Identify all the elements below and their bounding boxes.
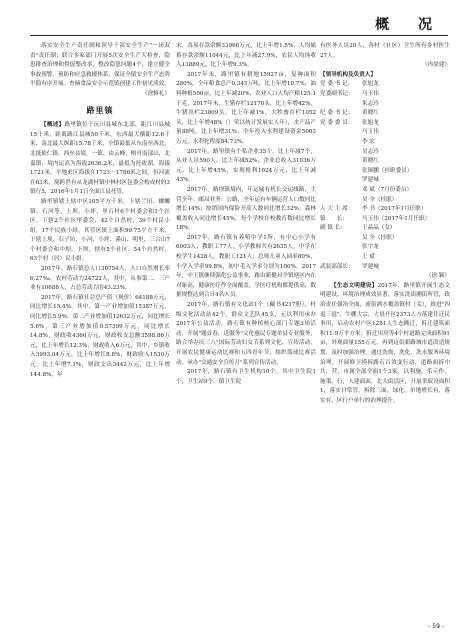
roster-role: [320, 100, 362, 110]
paragraph: 2017年，路石镇总人口30754人，人口自然增长率6.27‰，农村劳动力24722人，其中，从事第二、三产业有10688人，占总劳动力的43.23%。: [30, 266, 170, 292]
roster-role: [320, 186, 362, 196]
subsection-heading: 【生态文明建设】: [331, 282, 378, 289]
roster-role: [320, 176, 362, 186]
author-signature: （冉晏建）: [422, 62, 450, 69]
roster-row: [320, 138, 450, 148]
roster-role: 党 委 书 记：: [320, 81, 354, 88]
roster-role: [320, 167, 362, 177]
roster-name: 马玉伟: [362, 90, 379, 97]
author-signature: （徐修礼）: [142, 90, 170, 97]
roster-row: [320, 205, 450, 215]
roster-name: 李 书（2017年1月任职）: [362, 206, 427, 213]
roster-name: 罗建城: [362, 177, 379, 184]
roster-role: 党委副书记：: [320, 90, 354, 97]
roster-role: [320, 157, 362, 167]
roster-name: 吴 全（挂职）: [362, 234, 398, 241]
roster-row: [320, 176, 450, 186]
roster-name: 邓 斌（7月份委员）: [362, 186, 413, 193]
town-title: 路里镇: [86, 105, 114, 115]
roster-row: [320, 80, 450, 90]
paragraph: 2017年，路里镇有个私企业35个，比上年减7个，从业人员590人，比上年减52%，企业总收入31036万元，比上年增45%，实现税利1024万元，比上年减43%。: [176, 148, 316, 184]
author-signature: （徐 颖）: [425, 273, 450, 280]
roster-role: 副 镇 长：: [320, 225, 346, 232]
paragraph: [320, 282, 450, 407]
roster-row: [320, 243, 450, 253]
roster-name: 吴 全（挂职）: [362, 196, 398, 203]
subsection-heading: 【领导机构及负责人】: [320, 71, 376, 78]
roster-role: 党 委 委 员：: [320, 119, 354, 126]
roster-role: [320, 196, 362, 206]
roster-name: 王晶晶（女）: [362, 225, 396, 232]
roster-name: 朱志玲: [362, 100, 379, 107]
paragraph-text: 路里镇位于沅川县城东北部，距江川县城15千米，距离路江县城50千米，东西最大横距12.6千米，南北最大纵距15.78千米，全镇最低从东南至西北，北抵依仁镇，西至县境，一镇、由云峰、榕舟南部山，北嘉镇，境内运高为海拔2636.2米，最低为托依湖，海拔1721米，平地来区海拔在1723～1786米之间，但河流在63米，境跨世有从龙湖村镇中林村区包委会构成村的3镇行5，2016年1月1日全面江县托管。: [30, 122, 170, 196]
roster-name: 张旭龙: [362, 81, 379, 88]
roster-row: [320, 100, 450, 110]
roster-name: 马玉伟: [362, 129, 379, 136]
roster-row: [320, 215, 450, 225]
roster-row: [320, 253, 450, 263]
roster-row: [320, 148, 450, 158]
paragraph: 路里镇辖上辖中区105平方千米，下辖兰田、螺蛳镇、石河等、上坝、小坪、里石村6个村委会和1个社区，下辖2个社区里委会，42个自然村，39个村民小组，17个民族小组，其管区镇上面积99.75平方千米，下辖上坝、石子坊、小河、小坪、溪山、明里、三合山7个村委会和中坝、下坝，辖有5个社区、54个自然村，63个村（居）民小组。: [30, 198, 170, 263]
roster-name: 罗建城: [362, 263, 379, 270]
roster-role: [320, 138, 362, 148]
roster-name: 李 宏: [362, 138, 375, 145]
roster-row: [320, 234, 450, 244]
leadership-roster: [320, 80, 450, 272]
roster-role: 镇 长：: [320, 215, 348, 222]
paragraph: 2017年，路坝镇境内，年运输有机长交运线路，主营全年：邮局业务：公路，全年运有车辆运营人口数同比增长14%；按销国内保险开高人数同比增长32%；森林覆盖收入同比增长45%，每个学校在校教育数同比增长18%。: [176, 186, 316, 232]
roster-row: [320, 119, 450, 129]
roster-name: 黄晓红: [362, 110, 379, 117]
paragraph: 末，各项存款余额33966万元，比上年增1.5%，人均储蓄存款余额11044元，比上年减27.9%，农民人均纯收入13889元，比上年增9.3%。: [176, 43, 316, 69]
roster-row: [320, 263, 450, 273]
roster-role: [320, 128, 362, 138]
roster-name: 张铜鹏（挂职委员）: [362, 167, 413, 174]
paragraph: 2017年，路石镇有养殖中学1所，有中心小学有6003人；教职工77人，小学教师共有2635人，中学在校学生1428人，教职工121人；总师儿童入园率80%，小学入学率99.8%，初中毛入学率分别为100%，2017年，中王镇继续强化公益事业，路由新健对全镇辖区内在对象高，健康医疗作全面覆盖，学医疗机构都提供高，数据规整达到合计4名人员。: [176, 234, 316, 299]
roster-role: [320, 253, 362, 263]
roster-row: [320, 196, 450, 206]
header-rule: [30, 35, 448, 36]
paragraph-text: 2017年，路里镇开展生态文明建设，坏境治理成效显著，落实洗街溯街所管，政治责任强治全面，流街洒水覆盖镇村（关），推进"四退三退"、牛棚大宗，大晨开区2373人方落建住迁民事用，启动农村户区1281人生态搬迁，拆迁建筑面积11.9万平方米；拆迁用房等4个村道路完成面积91亩，外观面量155万元，再到这街新路域市道改造规划，及时加强治理，通过洗衙，洗化、洗水服务环境治理，开展修卫摸拆路石百效变行动，道路面拆中共，营，市属全部全面1个3家，以利施，乐示作，施策，行，人建面面，北大街活区，开展采取设面积1，落实日常管，拆除三面，绿化，单地增长有，落实有，区行户单行的治理提升。: [320, 282, 450, 404]
roster-name: 黄晓红: [362, 158, 379, 165]
roster-role: 人 大 主 席：: [320, 206, 354, 213]
roster-name: 王 斌: [362, 254, 375, 261]
paragraph: 2017年末，路里镇有耕地15927亩，复种面积280%，全年粮食总产0.345万吨，比上年增10.7%，油料种植500亩，比上年减20%，农业人口人均产粮125.1千克，2017年末，生猪存栏12170头，比上年增42%，牛猪出栏23809头，比上年减1%，大牲畜存栏1052头，比上年增48%（）荣以统计发展实人年），水产品产量88吨，比上年增31%，全年投入水利建设资金5003万元，水利化程度84.73%。: [176, 71, 316, 145]
roster-role: 纪 委 书 记：: [320, 110, 354, 117]
roster-name: 张旭龙: [362, 119, 379, 126]
paragraph: [30, 121, 170, 198]
roster-row: [320, 157, 450, 167]
roster-name: 马玉伟（2017年1月任职）: [362, 215, 431, 222]
roster-row: [320, 186, 450, 196]
roster-row: [320, 224, 450, 234]
roster-role: [320, 148, 362, 158]
roster-role: [320, 243, 362, 253]
paragraph: 2017年，路石镇有卫生机构10个，其中卫生院1个，卫生站9个，镇卫生院: [176, 369, 316, 385]
roster-row: [320, 167, 450, 177]
subsection-heading: 【概述】: [41, 122, 65, 129]
roster-row: [320, 128, 450, 138]
roster-name: 吴志玲: [362, 148, 379, 155]
column-3: [320, 42, 450, 407]
column-2: [176, 42, 316, 387]
roster-row: [320, 90, 450, 100]
roster-role: [320, 234, 362, 244]
paragraph: 2017年，路石镇社会总产值（现价）64188万元，同比增长15.4%，其中，第一产业增加值15387万元，同比增长5.9%，第二产业增加值12632万元，同比增长5.6%，第三产业增加值9.57399万元，同比增长14.8%，财政收4360万元，财政收支总额3598.86万元，比上年增长12.3%，财政收入6万元，其中，乡镇收入3993.04万元，比上年增长8.8%，财政收入1530万元，比上年增7.1%，财政支出3442万元，比上年增144.8%，年: [30, 294, 170, 378]
roster-row: [320, 109, 450, 119]
roster-name: 张宇龙: [362, 244, 379, 251]
paragraph: 有医务人员20人，各村（社区）卫生所有乡村医生27人。: [320, 43, 450, 59]
page-number: - 59 -: [428, 623, 444, 630]
section-header: 概 况: [375, 17, 444, 33]
roster-role: 武装部部长：: [320, 263, 354, 270]
column-1: [30, 42, 170, 380]
paragraph: 落实安全生产责任制和领导干部安全生产"一岗双责"责任制；联合多家部门开展5次安全生产大检查，隐患排查治理和督促整改率，整改隐患问题4个，建立健全事故预警、预防和应急救援体系，保证全镇安全生产态势平稳有序开展。查摘食品安全示范镇创建工作初见成效。: [30, 43, 170, 88]
paragraph: 2017年，路石镇有文化站1个（藏书4217册），村级文化活动站42个，群众文艺队45支，元以利用承办2017年公益活动，路石镇有种植核心部门专题3场活动，开展"题首春，送服务"文化惠民专题单县专业服务，路合举办庆三八"国际劳动妇女节系列文化、宣传活动，开展农民健康运动比赛和五四青年节，组织篮球比赛活动。承办"交通安全宣传月"系列宣传活动。: [176, 302, 316, 366]
